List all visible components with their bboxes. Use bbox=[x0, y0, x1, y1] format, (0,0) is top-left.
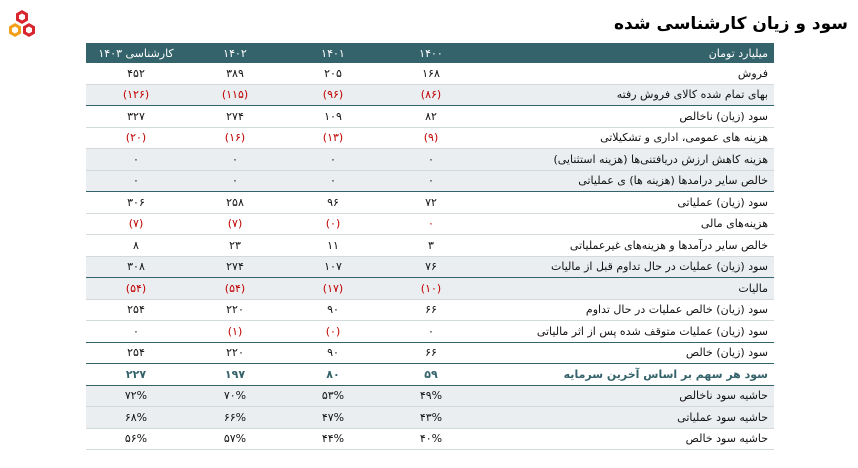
row-value: ۲۰۵ bbox=[284, 63, 382, 84]
row-value: ۷۲% bbox=[86, 385, 186, 407]
row-value: ۵۷% bbox=[186, 428, 284, 450]
row-value: ۰ bbox=[86, 170, 186, 192]
row-value: ۱۰۷ bbox=[284, 256, 382, 278]
table-row bbox=[86, 385, 774, 407]
table-row bbox=[86, 84, 774, 106]
row-value: ۷۲ bbox=[382, 192, 480, 214]
row-value: ۹۶ bbox=[284, 192, 382, 214]
row-value: (۷) bbox=[186, 213, 284, 235]
row-value: ۸۲ bbox=[382, 106, 480, 128]
row-value: (۱۲۶) bbox=[86, 84, 186, 106]
row-label: سود (زیان) خالص عملیات در حال تداوم bbox=[480, 299, 774, 321]
row-value: ۷۶ bbox=[382, 256, 480, 278]
row-value: (۱۳) bbox=[284, 127, 382, 149]
row-value: (۰) bbox=[284, 321, 382, 343]
header-forecast-1403: کارشناسی ۱۴۰۳ bbox=[86, 43, 186, 63]
row-value: (۹۶) bbox=[284, 84, 382, 106]
row-value: ۲۵۸ bbox=[186, 192, 284, 214]
row-value: ۴۷% bbox=[284, 407, 382, 429]
table-row bbox=[86, 63, 774, 84]
row-value: ۱۶۸ bbox=[382, 63, 480, 84]
row-value: ۳ bbox=[382, 235, 480, 257]
row-value: ۲۲۷ bbox=[86, 364, 186, 386]
row-value: ۸ bbox=[86, 235, 186, 257]
row-value: ۲۲۰ bbox=[186, 299, 284, 321]
row-value: ۲۷۴ bbox=[186, 106, 284, 128]
table-row bbox=[86, 213, 774, 235]
row-label: خالص سایر درآمدها و هزینه‌های غیرعملیاتی bbox=[480, 235, 774, 257]
table-row bbox=[86, 407, 774, 429]
row-value: ۳۲۷ bbox=[86, 106, 186, 128]
table-row bbox=[86, 428, 774, 450]
row-value: ۵۹ bbox=[382, 364, 480, 386]
header-year-1402: ۱۴۰۲ bbox=[186, 43, 284, 63]
row-value: ۹۰ bbox=[284, 299, 382, 321]
row-value: ۸۰ bbox=[284, 364, 382, 386]
row-value: ۰ bbox=[86, 321, 186, 343]
row-value: ۰ bbox=[284, 170, 382, 192]
row-value: ۴۰% bbox=[382, 428, 480, 450]
table-row bbox=[86, 321, 774, 343]
row-value: (۵۴) bbox=[86, 278, 186, 300]
row-label: هزینه کاهش ارزش دریافتنی‌ها (هزینه استثنایی) bbox=[480, 149, 774, 171]
income-statement-table bbox=[86, 43, 774, 450]
table-header-row bbox=[86, 43, 774, 63]
table-row bbox=[86, 149, 774, 171]
row-value: (۱۱۵) bbox=[186, 84, 284, 106]
row-value: ۶۶ bbox=[382, 342, 480, 364]
row-value: ۳۸۹ bbox=[186, 63, 284, 84]
row-label: سود (زیان) خالص bbox=[480, 342, 774, 364]
row-label: حاشیه سود عملیاتی bbox=[480, 407, 774, 429]
row-value: (۷) bbox=[86, 213, 186, 235]
row-label: مالیات bbox=[480, 278, 774, 300]
row-label: حاشیه سود خالص bbox=[480, 428, 774, 450]
row-value: ۴۹% bbox=[382, 385, 480, 407]
row-value: ۴۴% bbox=[284, 428, 382, 450]
row-value: (۱۶) bbox=[186, 127, 284, 149]
row-value: ۳۰۸ bbox=[86, 256, 186, 278]
row-label: سود (زیان) عملیات متوقف شده پس از اثر مالیاتی bbox=[480, 321, 774, 343]
row-value: ۱۹۷ bbox=[186, 364, 284, 386]
header-year-1401: ۱۴۰۱ bbox=[284, 43, 382, 63]
row-value: ۱۱ bbox=[284, 235, 382, 257]
row-value: ۰ bbox=[382, 321, 480, 343]
row-label: خالص سایر درامدها (هزینه ها) ی عملیاتی bbox=[480, 170, 774, 192]
table-row bbox=[86, 299, 774, 321]
row-value: (۱) bbox=[186, 321, 284, 343]
row-value: (۱۷) bbox=[284, 278, 382, 300]
table-row bbox=[86, 256, 774, 278]
table-row bbox=[86, 364, 774, 386]
row-label: سود (زیان) ناخالص bbox=[480, 106, 774, 128]
row-value: ۰ bbox=[186, 170, 284, 192]
table-row bbox=[86, 235, 774, 257]
row-value: ۷۰% bbox=[186, 385, 284, 407]
row-label: سود (زیان) عملیات در حال تداوم قبل از مالیات bbox=[480, 256, 774, 278]
row-value: ۰ bbox=[86, 149, 186, 171]
row-value: (۱۰) bbox=[382, 278, 480, 300]
table-row bbox=[86, 127, 774, 149]
row-value: ۰ bbox=[382, 149, 480, 171]
row-value: ۳۰۶ bbox=[86, 192, 186, 214]
row-value: (۵۴) bbox=[186, 278, 284, 300]
row-value: ۰ bbox=[186, 149, 284, 171]
row-value: (۸۶) bbox=[382, 84, 480, 106]
row-value: ۴۳% bbox=[382, 407, 480, 429]
table-row bbox=[86, 170, 774, 192]
row-label: سود (زیان) عملیاتی bbox=[480, 192, 774, 214]
row-value: ۹۰ bbox=[284, 342, 382, 364]
row-label: هزینه های عمومی، اداری و تشکیلاتی bbox=[480, 127, 774, 149]
row-value: ۱۰۹ bbox=[284, 106, 382, 128]
row-value: (۰) bbox=[284, 213, 382, 235]
hexagon-cluster-logo bbox=[6, 9, 38, 39]
table-row bbox=[86, 106, 774, 128]
header-year-1400: ۱۴۰۰ bbox=[382, 43, 480, 63]
row-value: ۲۵۴ bbox=[86, 299, 186, 321]
row-value: ۲۷۴ bbox=[186, 256, 284, 278]
table-row bbox=[86, 342, 774, 364]
row-value: (۲۰) bbox=[86, 127, 186, 149]
row-label: بهای تمام شده کالای فروش رفته bbox=[480, 84, 774, 106]
row-value: ۲۲۰ bbox=[186, 342, 284, 364]
table-row bbox=[86, 278, 774, 300]
row-value: ۰ bbox=[382, 170, 480, 192]
row-value: ۰ bbox=[284, 149, 382, 171]
table-row bbox=[86, 192, 774, 214]
row-label: حاشیه سود ناخالص bbox=[480, 385, 774, 407]
row-value: ۶۸% bbox=[86, 407, 186, 429]
row-label: فروش bbox=[480, 63, 774, 84]
row-value: ۶۶% bbox=[186, 407, 284, 429]
row-value: ۴۵۲ bbox=[86, 63, 186, 84]
row-label: سود هر سهم بر اساس آخرین سرمایه bbox=[480, 364, 774, 386]
row-value: ۵۶% bbox=[86, 428, 186, 450]
row-value: ۲۵۴ bbox=[86, 342, 186, 364]
row-value: ۲۳ bbox=[186, 235, 284, 257]
row-value: ۰ bbox=[382, 213, 480, 235]
row-value: ۶۶ bbox=[382, 299, 480, 321]
page-title: سود و زیان کارشناسی شده bbox=[614, 14, 848, 34]
row-value: ۵۳% bbox=[284, 385, 382, 407]
header-unit: میلیارد تومان bbox=[480, 43, 774, 63]
row-value: (۹) bbox=[382, 127, 480, 149]
row-label: هزینه‌های مالی bbox=[480, 213, 774, 235]
